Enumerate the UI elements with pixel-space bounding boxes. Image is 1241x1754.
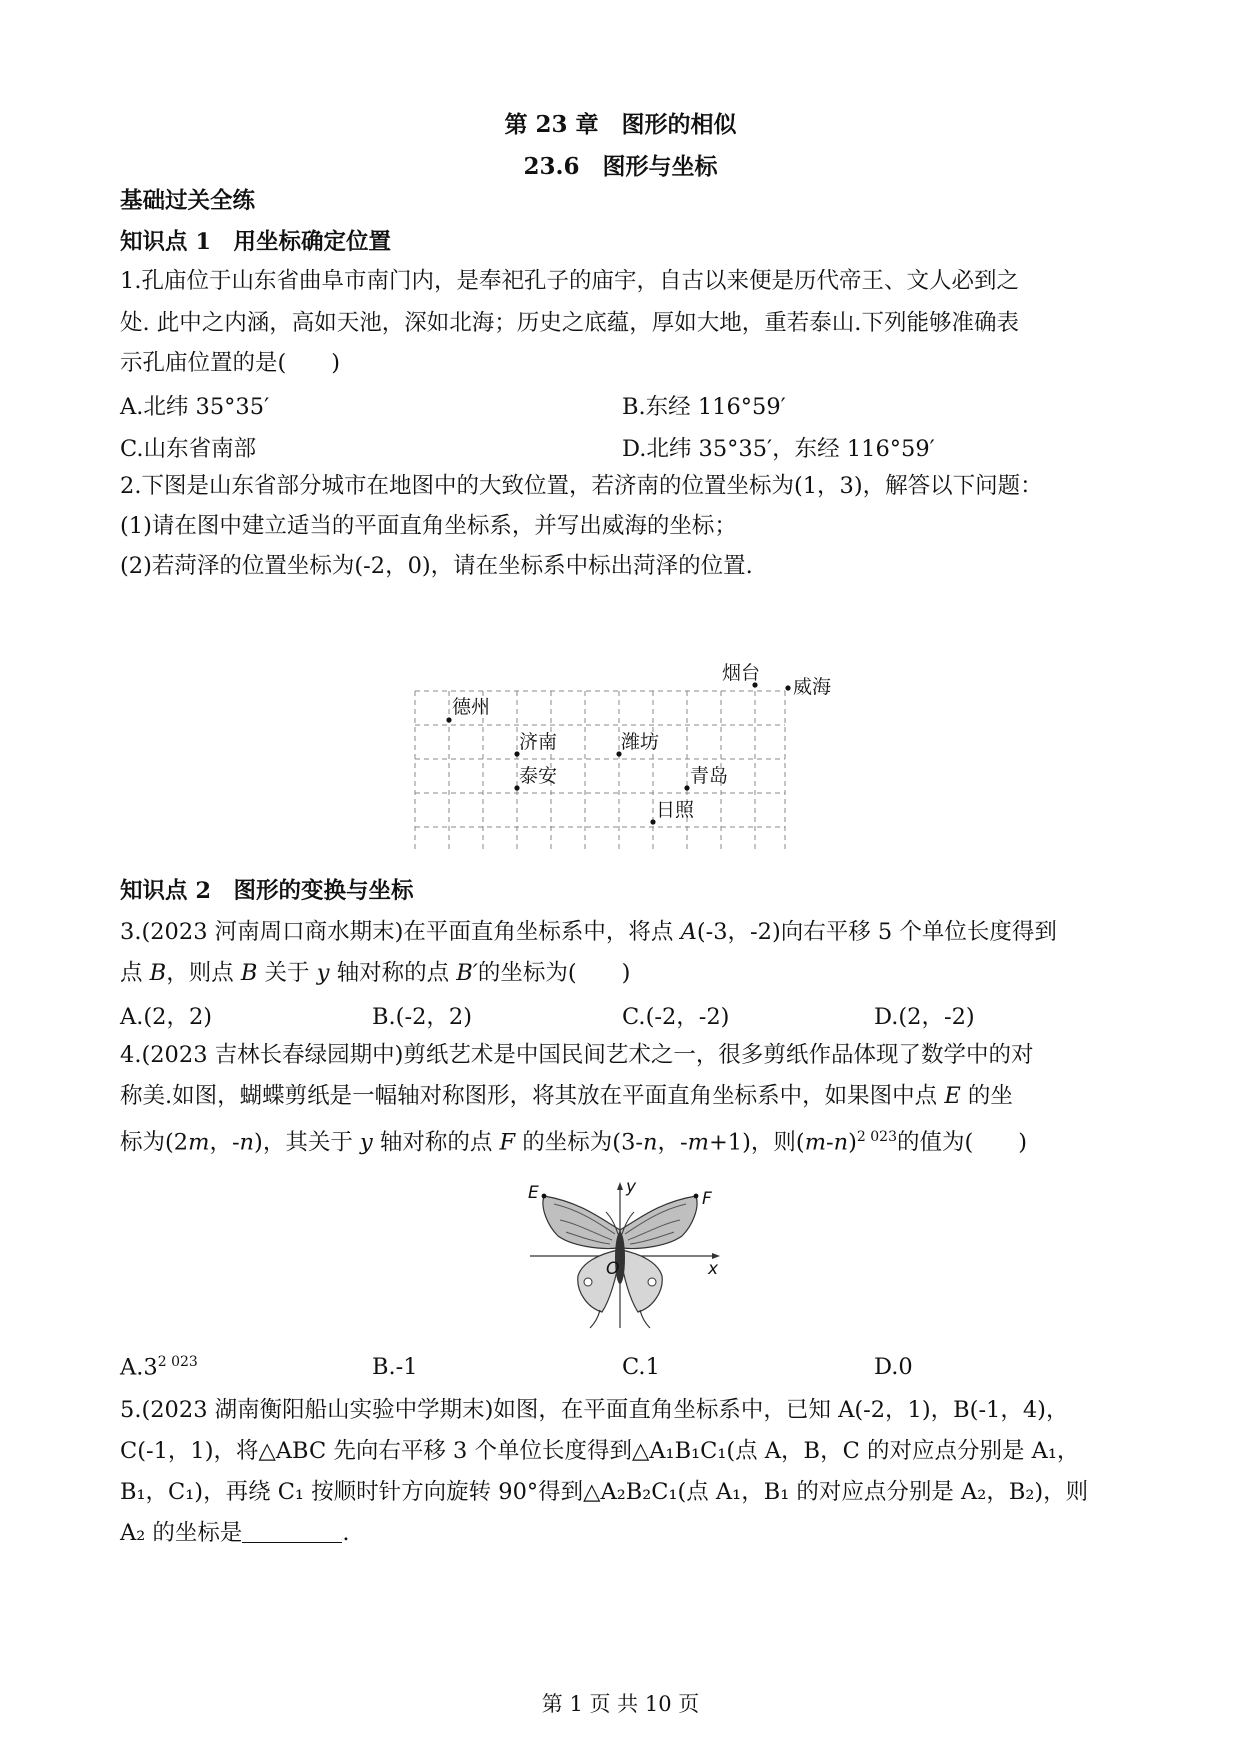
q1-line1: 1.孔庙位于山东省曲阜市南门内，是奉祀孔子的庙宇，自古以来便是历代帝王、文人必到之	[120, 268, 1019, 294]
fig-label-y: y	[626, 1178, 637, 1197]
q3-line2: 点 B，则点 B 关于 y 轴对称的点 B′的坐标为( )	[120, 960, 631, 986]
city-dot-weihai	[785, 685, 790, 690]
city-dot-qingdao	[684, 785, 689, 790]
q4-option-c: C.1	[622, 1354, 660, 1380]
q4-line3: 标为(2m，-n)，其关于 y 轴对称的点 F 的坐标为(3-n，-m+1)，则$(m-n)^{2 023}$的值为( )	[120, 1129, 1028, 1156]
answer-blank[interactable]	[242, 1522, 342, 1543]
city-dot-dezhou	[446, 717, 451, 722]
q1-option-d: D.北纬 35°35′，东经 116°59′	[622, 436, 935, 462]
q4-line1: 4.(2023 吉林长春绿园期中)剪纸艺术是中国民间艺术之一，很多剪纸作品体现了数学中的对	[120, 1042, 1034, 1068]
q5-line2: C(-1，1)，将△ABC 先向右平移 3 个单位长度得到△A₁B₁C₁(点 A，B，C 的对应点分别是 A₁，	[120, 1438, 1080, 1464]
q3-option-a: A.(2，2)	[120, 1004, 213, 1030]
q1-option-b: B.东经 116°59′	[622, 394, 786, 420]
city-label-jinan: 济南	[519, 731, 558, 753]
q2-line1: 2.下图是山东省部分城市在地图中的大致位置，若济南的位置坐标为(1，3)，解答以下问题：	[120, 473, 1043, 499]
q1-option-c: C.山东省南部	[120, 436, 257, 462]
page-footer: 第 1 页 共 10 页	[541, 1692, 700, 1716]
butterfly-figure	[520, 1178, 730, 1338]
fig-label-o: O	[606, 1259, 620, 1279]
city-dot-rizhao	[650, 819, 655, 824]
knowledge-point-2: 知识点 2 图形的变换与坐标	[120, 878, 414, 904]
q4-option-b: B.-1	[372, 1354, 418, 1380]
q2-line3: (2)若菏泽的位置坐标为(-2，0)，请在坐标系中标出菏泽的位置.	[120, 553, 753, 579]
knowledge-point-1: 知识点 1 用坐标确定位置	[120, 229, 391, 255]
q1-line3: 示孔庙位置的是( )	[120, 350, 341, 376]
q3-option-c: C.(-2，-2)	[622, 1004, 730, 1030]
chapter-title: 第 23 章 图形的相似	[504, 111, 737, 138]
q5-line3: B₁，C₁)，再绕 C₁ 按顺时针方向旋转 90°得到△A₂B₂C₁(点 A₁，B₁ 的对应点分别是 A₂，B₂)，则	[120, 1479, 1089, 1505]
city-label-yantai: 烟台	[722, 662, 761, 684]
city-label-dezhou: 德州	[452, 696, 491, 718]
q4-line2: 称美.如图，蝴蝶剪纸是一幅轴对称图形，将其放在平面直角坐标系中，如果图中点 E 的坐	[120, 1083, 1013, 1109]
city-label-weifang: 潍坊	[621, 731, 660, 753]
q3-option-b: B.(-2，2)	[372, 1004, 472, 1030]
fig-label-x: x	[708, 1259, 719, 1279]
q1-line2: 处. 此中之内涵，高如天池，深如北海；历史之底蕴，厚如大地，重若泰山.下列能够准确表	[120, 310, 1019, 336]
section-title: 23.6 图形与坐标	[523, 153, 718, 180]
city-map-grid	[400, 655, 850, 855]
exercise-heading: 基础过关全练	[120, 188, 256, 214]
fig-label-e: E	[528, 1183, 539, 1203]
city-label-weihai: 威海	[793, 676, 832, 698]
city-label-taian: 泰安	[519, 765, 558, 787]
city-label-qingdao: 青岛	[690, 765, 729, 787]
q5-line4: A₂ 的坐标是 .	[120, 1520, 350, 1546]
q4-option-d: D.0	[874, 1354, 913, 1380]
q3-line1: 3.(2023 河南周口商水期末)在平面直角坐标系中，将点 A(-3，-2)向右平移 5 个单位长度得到	[120, 919, 1057, 945]
q3-option-d: D.(2，-2)	[874, 1004, 975, 1030]
q1-option-a: A.北纬 35°35′	[120, 394, 270, 420]
city-label-rizhao: 日照	[656, 799, 695, 821]
q2-line2: (1)请在图中建立适当的平面直角坐标系，并写出威海的坐标；	[120, 513, 737, 539]
q4-option-a: $A.3^{2 023}$	[120, 1354, 198, 1381]
fig-label-f: F	[702, 1189, 712, 1209]
q5-line1: 5.(2023 湖南衡阳船山实验中学期末)如图，在平面直角坐标系中，已知 A(-2，1)，B(-1，4)，	[120, 1397, 1069, 1423]
